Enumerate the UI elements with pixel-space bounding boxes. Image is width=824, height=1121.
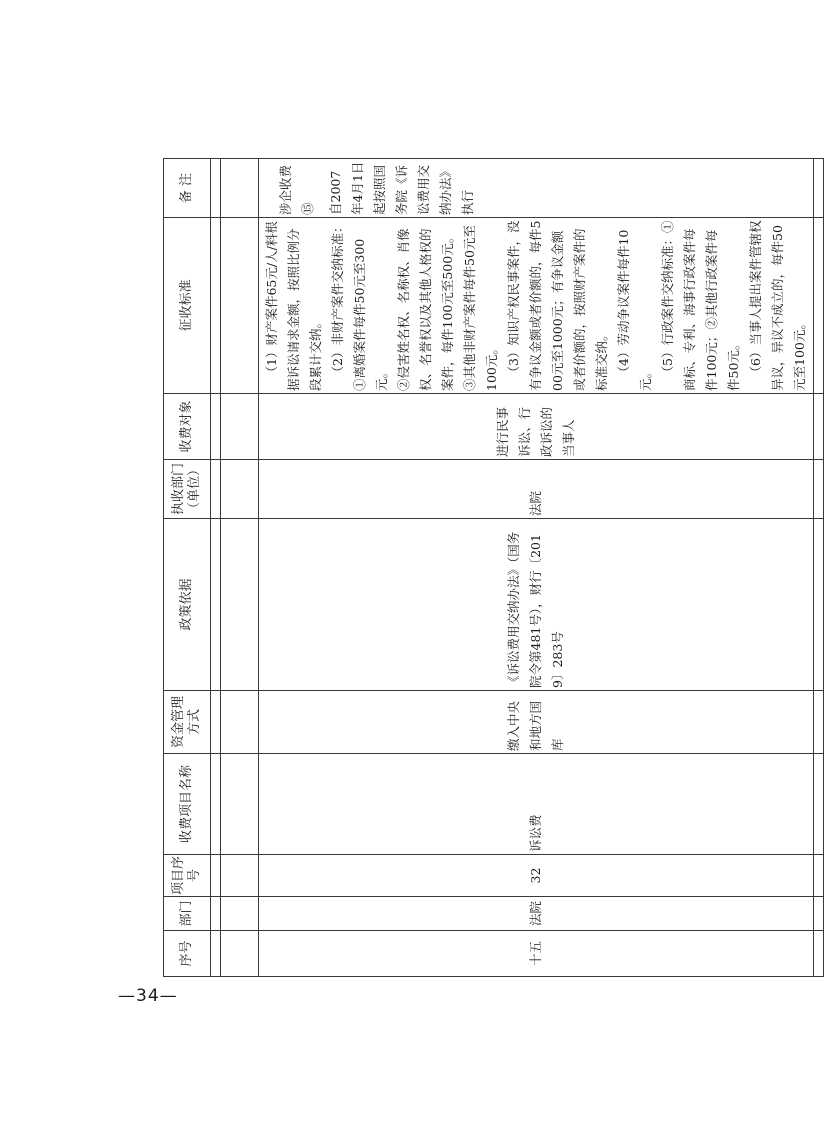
page-number: —34— [118, 986, 178, 1006]
cell-standard [259, 218, 814, 394]
spacer-row [211, 159, 221, 977]
spacer-row [221, 159, 259, 977]
cell-name: 诉讼费 [259, 754, 814, 855]
standard-line: ①离婚案件每件50元至300元。 [352, 238, 389, 391]
cell-unit: 法院 [259, 460, 814, 519]
note-text: 自2007年4月1日起按照国务院《诉讼费用交纳办法》执行 [328, 161, 475, 215]
header-row [164, 159, 211, 977]
header-standard: 征收标准 [164, 218, 211, 394]
note-tag: 涉企收费⑮ [278, 164, 315, 215]
header-unit: 执收部门（单位） [164, 460, 211, 519]
standard-line: （4）劳动争议案件每件10元。 [616, 229, 653, 391]
cell-item-seq: 32 [259, 855, 814, 897]
standard-line: （1）财产案件65元/人/料根据诉讼请求金额，按照比例分段累计交纳。 [264, 221, 323, 391]
standard-line: （6）当事人提出案件管辖权异议，异议不成立的，每件50元至100元。 [748, 220, 807, 391]
cell-policy: 《诉讼费用交纳办法》（国务院令第481号），财行〔2019〕283号 [259, 519, 814, 691]
header-seq: 序号 [164, 931, 211, 977]
header-dept: 部门 [164, 897, 211, 931]
cell-dept: 法院 [259, 897, 814, 931]
standard-line: （2）非财产案件交纳标准： [330, 220, 345, 379]
cell-note [259, 159, 814, 218]
cell-seq: 十五 [259, 931, 814, 977]
header-item-seq: 项目序号 [164, 855, 211, 897]
header-name: 收费项目名称 [164, 754, 211, 855]
header-policy: 政策依据 [164, 519, 211, 691]
fee-table [163, 158, 824, 977]
table-row [259, 159, 814, 977]
cell-fund: 缴入中央和地方国库 [259, 691, 814, 754]
header-note: 备 注 [164, 159, 211, 218]
standard-line: ②侵害姓名权、名称权、肖像权、名誉权以及其他人格权的案件，每件100元至500元。③其他非财产案件每件50元至100元。 [396, 225, 499, 391]
rotated-table-page [163, 159, 807, 977]
spacer-row [814, 159, 824, 977]
standard-line: （3）知识产权民事案件，没有争议金额或者价额的，每件500元至1000元；有争议金额或者价额的，按照财产案件的标准交纳。 [506, 220, 609, 391]
header-target: 收费对象 [164, 394, 211, 460]
standard-line: （5）行政案件交纳标准：①商标、专利、海事行政案件每件100元；②其他行政案件每件50元。 [660, 220, 741, 391]
header-fund: 资金管理方式 [164, 691, 211, 754]
cell-target: 进行民事诉讼、行政诉讼的当事人 [259, 394, 814, 460]
